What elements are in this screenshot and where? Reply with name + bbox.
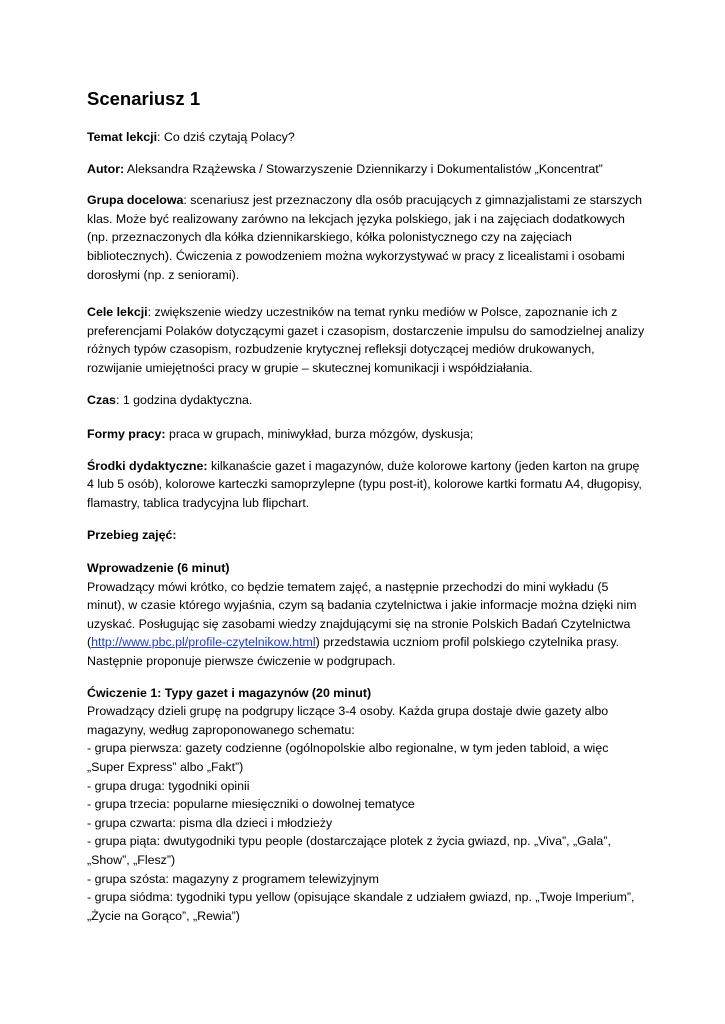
pbc-link[interactable]: http://www.pbc.pl/profile-czytelnikow.html: [91, 635, 316, 650]
list-item: - grupa pierwsza: gazety codzienne (ogólnopolskie albo regionalne, w tym jeden tabloid, a więc „Super Express” albo „Fakt”): [87, 741, 609, 775]
exercise1-intro: Prowadzący dzieli grupę na podgrupy liczące 3-4 osoby. Każda grupa dostaje dwie gazety albo magazyny, według zaproponowanego schematu:: [87, 704, 609, 737]
duration-text: : 1 godzina dydaktyczna.: [115, 392, 253, 407]
introduction-text-part1: Prowadzący mówi krótko, co będzie tematem zajęć, a następnie przechodzi do mini wykładu (5 minut), w czasie którego wyjaśnia, czym są badania czytelnictwa i jakie informacje można dzięki nim uzyskać. Posługując się zasobami wiedzy znajdującymi się na stronie Polskich Badań Czytelnictwa (: [87, 579, 637, 650]
lesson-goals: [87, 303, 647, 377]
teaching-aids: [87, 457, 647, 513]
list-item: - grupa siódma: tygodniki typu yellow (opisujące skandale z udziałem gwiazd, np. „Twoje Imperium”, „Życie na Gorąco”, „Rewia”): [87, 890, 635, 923]
author-label: Autor:: [87, 161, 125, 176]
exercise1-heading: Ćwiczenie 1: Typy gazet i magazynów (20 minut): [87, 685, 372, 700]
document-title: Scenariusz 1: [87, 88, 201, 109]
list-item: - grupa szósta: magazyny z programem telewizyjnym: [87, 871, 379, 886]
lesson-goals-text: : zwiększenie wiedzy uczestników na temat rynku mediów w Polsce, zapoznanie ich z preferencjami Polaków dotyczącymi gazet i czasopism, dostarczenie impulsu do samodzielnej analizy różnych typów czasopism, rozbudzenie krytycznej refleksji dotyczącej mediów drukowanych, rozwijanie umiejętności pracy w grupie – skutecznej komunikacji i współdziałania.: [87, 305, 645, 375]
list-item: - grupa druga: tygodniki opinii: [87, 778, 250, 793]
lesson-topic-text: : Co dziś czytają Polacy?: [157, 130, 295, 144]
duration-label: Czas: [87, 392, 116, 407]
duration: [87, 391, 647, 410]
list-item: - grupa trzecia: popularne miesięczniki o dowolnej tematyce: [87, 797, 415, 812]
introduction-text: [87, 578, 647, 671]
document-content: [87, 86, 647, 925]
exercise1-group-list: [87, 739, 647, 925]
author: [87, 160, 647, 179]
target-group-label: Grupa docelowa: [87, 193, 184, 208]
introduction-heading: Wprowadzenie (6 minut): [87, 561, 230, 576]
lesson-course-heading: Przebieg zajęć:: [87, 527, 177, 542]
work-forms: [87, 425, 647, 444]
lesson-topic-label: Temat lekcji: [87, 130, 158, 144]
teaching-aids-label: Środki dydaktyczne:: [87, 458, 208, 473]
target-group-text: : scenariusz jest przeznaczony dla osób pracujących z gimnazjalistami ze starszych klas. Może być realizowany zarówno na lekcjach języka polskiego, jak i na zajęciach dodatkowych (np. przeznaczonych dla kółka dziennikarskiego, kółka polonistycznego czy na zajęciach bibliotecznych). Ćwiczenia z powodzeniem można wykorzystywać w pracy z licealistami i osobami dorosłymi (np. z seniorami).: [87, 193, 643, 282]
list-item: - grupa czwarta: pisma dla dzieci i młodzieży: [87, 815, 333, 830]
lesson-topic: [87, 128, 647, 147]
author-text: Aleksandra Rzążewska / Stowarzyszenie Dziennikarzy i Dokumentalistów „Koncentrat”: [124, 161, 603, 176]
target-group: [87, 191, 647, 284]
teaching-aids-text: kilkanaście gazet i magazynów, duże kolorowe kartony (jeden karton na grupę 4 lub 5 osób), kolorowe karteczki samoprzylepne (typu post-it), kolorowe kartki formatu A4, długopisy, flamastry, tablica tradycyjna lub flipchart.: [87, 458, 642, 510]
introduction-text-part2: ) przedstawia uczniom profil polskiego czytelnika prasy. Następnie proponuje pierwsze ćwiczenie w podgrupach.: [87, 635, 620, 669]
lesson-goals-label: Cele lekcji: [87, 305, 148, 320]
work-forms-label: Formy pracy:: [87, 427, 166, 442]
work-forms-text: praca w grupach, miniwykład, burza mózgów, dyskusja;: [165, 427, 474, 442]
list-item: - grupa piąta: dwutygodniki typu people (dostarczające plotek z życia gwiazd, np. „Viva”, „Gala”, „Show”, „Flesz”): [87, 834, 611, 867]
